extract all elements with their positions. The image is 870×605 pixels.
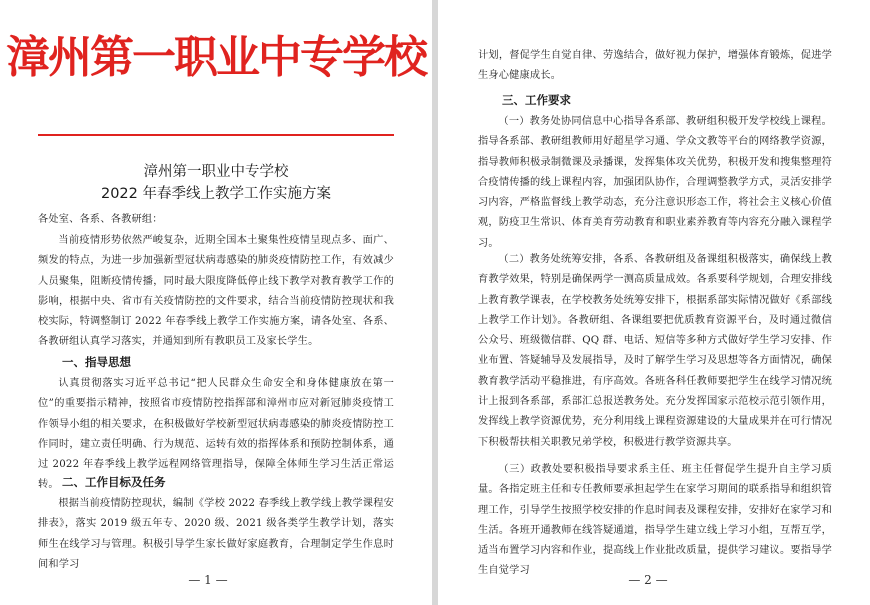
requirement-2-paragraph: （二）教务处统筹安排，各系、各教研组及备课组积极落实，确保线上教育教学效果，特别是确保两学一测高质量成效。各系要科学规划，合理安排线上教育教学课表，在学校教务处统筹安排下，根据系部实际情况做好《系部线上教学工作计划》。各教研组、各课组要把优质教育资源平台，及时通过微信公众号、班级微信群、QQ 群、电话、短信等多种方式做好学生学习安排、作业布置、答疑辅导及发展指导，及时了解学生学习及思想等各方面情况，确保教育教学活动平稳推进，有序高效。各班各科任教师要把学生在线学习情况统计上报到各系部，系部汇总报送教务处。充分发挥国家示范校示范引领作用，发挥线上教学资源优势，充分利用线上课程资源建设的大量成果并在可行情况下积极帮扶相关职教兄弟学校，积极进行教学资源共享。 — [478, 254, 832, 448]
continuation-paragraph: 计划，督促学生自觉自律、劳逸结合，做好视力保护，增强体育锻炼，促进学生身心健康成长。 — [478, 50, 832, 82]
guiding-ideology-paragraph: 认真贯彻落实习近平总书记“把人民群众生命安全和身体健康放在第一位”的重要指示精神，按照省市疫情防控指挥部和漳州市应对新冠肺炎疫情工作领导小组的相关要求，在积极做好学校新型冠状病毒感染的肺炎疫情防控工作同时，建立责任明确、行为规范、运转有效的指挥体系和预防控制体系，通过 2022 年春季线上教学远程网络管理指导，保障全体师生学习生活正常运转。 — [38, 378, 394, 491]
document-title-line-1: 漳州第一职业中专学校 — [143, 164, 289, 180]
document-title-line-2: 2022 年春季线上教学工作实施方案 — [100, 186, 331, 202]
goals-paragraph: 根据当前疫情防控现状，编制《学校 2022 春季线上教学线上教学课程安排表》，落实 2019 级五年专、2020 级、2021 级各类学生教学计划，落实师生在线学习与管理。积极引导学生家长做好家庭教育，合理制定学生作息时间和学习 — [38, 498, 394, 570]
page-number-2: — 2 — — [628, 573, 668, 587]
masthead-divider — [38, 134, 394, 136]
page-number-1: — 1 — — [188, 573, 228, 587]
salutation: 各处室、各系、各教研组： — [38, 214, 163, 225]
section-heading-3: 三、工作要求 — [502, 93, 571, 107]
document-page-2 — [438, 0, 870, 605]
section-heading-1: 一、指导思想 — [62, 355, 131, 369]
school-masthead: 漳州第一职业中专学校 — [6, 32, 426, 83]
requirement-1-paragraph: （一）教务处协同信息中心指导各系部、教研组积极开发学校线上课程。指导各系部、教研组教师用好超星学习通、学众文教等平台的网络教学资源，指导教师积极录制微课及录播课，发挥集体攻关优势，积极开发和搜集整理符合疫情传播的线上课程内容，加强团队协作，合理调整教学方式，灵活安排学习内容，严格监督线上教学动态，充分注意识形态工作，将社会主义核心价值观，防疫卫生常识、体育美育劳动教育和职业素养教育等内容充分融入课程学习。 — [478, 116, 832, 249]
intro-paragraph: 当前疫情形势依然严峻复杂，近期全国本土聚集性疫情呈现点多、面广、频发的特点，为进一步加强新型冠状病毒感染的肺炎疫情防控工作，有效减少人员聚集，阻断疫情传播，同时最大限度降低停止线下教学对教育教学工作的影响，根据中央、省市有关疫情防控的文件要求，结合当前疫情防控现状和我校实际，特调整制订 2022 年春季线上教学工作实施方案，请各处室、各系、各教研组认真学习落实，并通知到所有教职员工及家长学生。 — [38, 235, 394, 348]
section-heading-2: 二、工作目标及任务 — [62, 475, 166, 489]
document-page-1 — [0, 0, 432, 605]
requirement-3-paragraph: （三）政教处要积极指导要求系主任、班主任督促学生提升自主学习质量。各指定班主任和专任教师要承担起学生在家学习期间的联系指导和组织管理工作，引导学生按照学校安排的作息时间表及课程安排，安排好在家学习和生活。各班开通教师在线答疑通道，指导学生建立线上学习小组，互帮互学，适当布置学习内容和作业，提高线上作业批改质量，提供学习建议。要指导学生自觉学习 — [478, 464, 832, 577]
